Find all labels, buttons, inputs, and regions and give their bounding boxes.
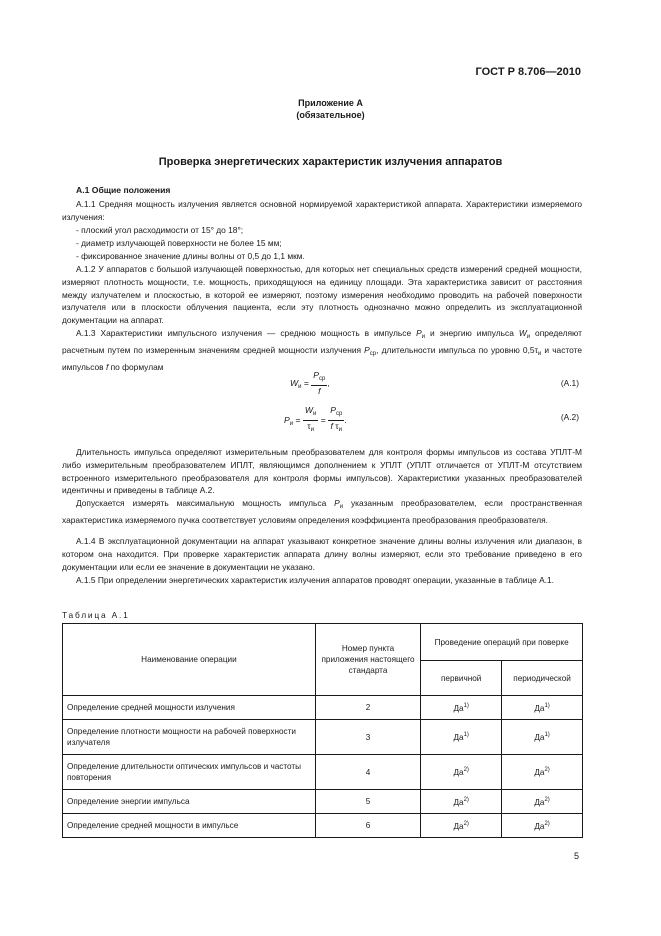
primary-cell: $Да^{1)}$	[421, 696, 502, 720]
paragraph-a12: А.1.2 У аппаратов с большой излучающей поверхностью, для которых нет специальных средств измерений средней мощности, измеряют плотность мощности, т.е. мощность, приходящуюся на единицу площади. Эта характеристика зависит от расстояния между излучателем и плоскостью, в которой ее измеряют, поэтому измерения необходимо проводить на рабочей поверхности излучателя или в плоскости облучения пациента, если эту плотность однозначно можно определить из эксплуатационной документации на аппарат.	[62, 264, 582, 326]
table-caption: Таблица А.1	[62, 610, 130, 620]
item-number: 3	[315, 720, 420, 755]
operation-name: Определение средней мощности в импульсе	[63, 814, 316, 838]
table-row	[63, 814, 583, 838]
operation-name: Определение длительности оптических импульсов и частоты повторения	[63, 755, 316, 790]
column-header-primary: первичной	[421, 661, 502, 696]
column-header-name: Наименование операции	[63, 624, 316, 696]
primary-cell: $Да^{1)}$	[421, 720, 502, 755]
table-row	[63, 720, 583, 755]
periodic-cell: $Да^{1)}$	[502, 720, 583, 755]
section-heading: А.1 Общие положения	[76, 185, 171, 195]
paragraph-duration: Длительность импульса определяют измерительным преобразователем для контроля формы импульсов из состава УПЛТ-М либо измерительным преобразователем ИПЛТ, являющимся дополнением к УПЛТ (УПЛТ отличается от УПЛТ-М отсутствием встроенного измерительного преобразователя для контроля формы импульсов). Характеристики указанных преобразователей идентичны и приведены в таблице А.2.	[62, 447, 582, 496]
periodic-cell: $Да^{2)}$	[502, 814, 583, 838]
column-header-item: Номер пункта приложения настоящего стандарта	[315, 624, 420, 696]
periodic-cell: $Да^{1)}$	[502, 696, 583, 720]
table-row	[63, 755, 583, 790]
primary-cell: $Да^{2)}$	[421, 790, 502, 814]
equation-a1: $W_и$ = $\frac{P_{ср}}{f}$ ,	[290, 370, 330, 396]
paragraph-a14: А.1.4 В эксплуатационной документации на аппарат указывают конкретное значение длины волны излучения или диапазон, в котором она находится. При проверке характеристик аппарата длину волны измеряют, если это требование приведено в его документации или если ее значение в документации не указано.	[62, 536, 582, 572]
appendix-main-title: Проверка энергетических характеристик излучения аппаратов	[158, 156, 503, 168]
operation-name: Определение плотности мощности на рабочей поверхности излучателя	[63, 720, 316, 755]
appendix-title: Приложение А	[298, 98, 363, 108]
equation-a2: $P_и$ = $\frac{W_и}{\tau_и}$ = $\frac{P_{ср}}{f \tau_и}$ .	[284, 405, 347, 433]
table-row	[63, 790, 583, 814]
operations-table	[62, 623, 583, 838]
paragraph-a11: А.1.1 Средняя мощность излучения является основной нормируемой характеристикой аппарата. Характеристики измеряемого излучения:	[62, 199, 582, 222]
item-number: 2	[315, 696, 420, 720]
operation-name: Определение энергии импульса	[63, 790, 316, 814]
page-number: 5	[573, 851, 579, 861]
list-item: - плоский угол расходимости от 15° до 18°;	[76, 225, 244, 235]
column-header-periodic: периодической	[502, 661, 583, 696]
item-number: 5	[315, 790, 420, 814]
paragraph-a13: А.1.3 Характеристики импульсного излучения — среднюю мощность в импульсе $P_и$ и энергию импульса $W_и$ определяют расчетным путем по измеренным значениям средней мощности излучения $P_{ср}$, длительности импульса по уровню $0,5\tau_и$ и частоте импульсов f по формулам	[62, 328, 583, 372]
periodic-cell: $Да^{2)}$	[502, 790, 583, 814]
primary-cell: $Да^{2)}$	[421, 814, 502, 838]
standard-header: ГОСТ Р 8.706—2010	[475, 66, 581, 78]
periodic-cell: $Да^{2)}$	[502, 755, 583, 790]
primary-cell: $Да^{2)}$	[421, 755, 502, 790]
equation-number: (А.2)	[560, 412, 579, 422]
item-number: 4	[315, 755, 420, 790]
item-number: 6	[315, 814, 420, 838]
equation-number: (А.1)	[560, 378, 579, 388]
paragraph-a15: А.1.5 При определении энергетических характеристик излучения аппаратов проводят операции, указанные в таблице А.1.	[76, 575, 555, 585]
operation-name: Определение средней мощности излучения	[63, 696, 316, 720]
table-row	[63, 696, 583, 720]
list-item: - фиксированное значение длины волны от 0,5 до 1,1 мкм.	[76, 251, 305, 261]
list-item: - диаметр излучающей поверхности не более 15 мм;	[76, 238, 282, 248]
paragraph-max-power: Допускается измерять максимальную мощность импульса $P_и$ указанным преобразователем, если пространственная характеристика измеряемого пучка соответствует условиям определения коэффициента преобразования преобразователя.	[62, 498, 582, 525]
column-header-verification: Проведение операций при поверке	[421, 624, 583, 661]
appendix-note: (обязательное)	[296, 110, 365, 120]
